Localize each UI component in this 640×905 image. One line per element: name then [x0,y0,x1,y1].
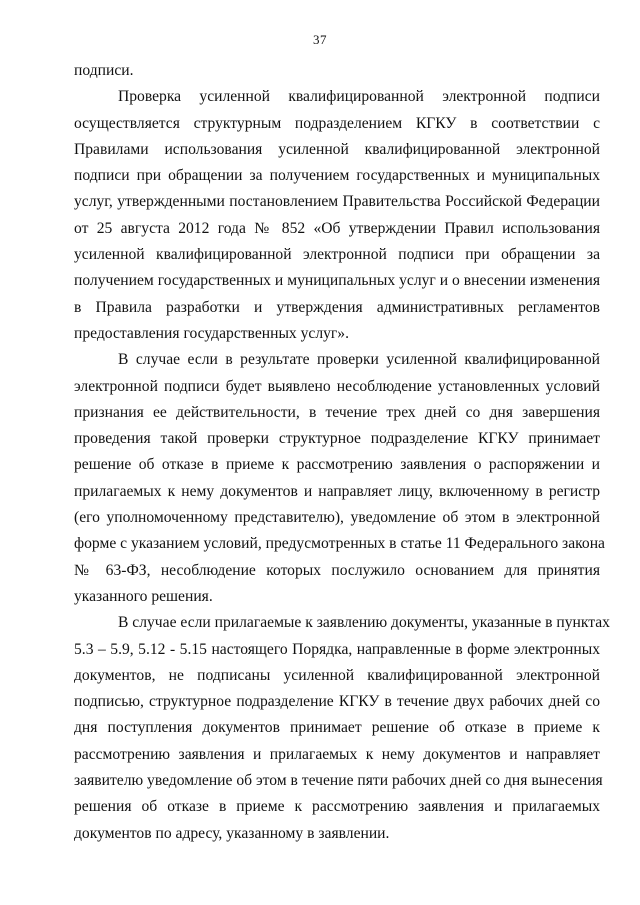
text-line: предоставления государственных услуг». [74,324,349,342]
text-line: подписи. [74,62,134,79]
text-line: Правилами использования усиленной квалифицированной электронной [74,140,600,158]
text-line: осуществляется структурным подразделением КГКУ в соответствии с [74,114,600,132]
text-line: электронной подписи будет выявлено несоблюдение установленных условий [74,377,600,395]
text-line: подписи при обращении за получением государственных и муниципальных [74,167,600,185]
paragraph-unsigned-documents [74,610,610,847]
text-line: в Правила разработки и утверждения административных регламентов [74,298,600,316]
text-line: № 63-ФЗ, несоблюдение которых послужило основанием для принятия [74,561,600,579]
text-line: услуг, утвержденными постановлением Правительства Российской Федерации [74,193,600,211]
text-line: документов по адресу, указанному в заявлении. [74,824,390,842]
text-line: указанного решения. [74,587,213,605]
paragraph-signature-verification [74,84,600,347]
text-line: решения об отказе в приеме к рассмотрению заявления и прилагаемых [74,798,600,816]
text-line: подписью, структурное подразделение КГКУ в течение двух рабочих дней со [74,693,600,711]
text-line: признания ее действительности, в течение трех дней со дня завершения [74,403,600,421]
text-line: (его уполномоченному представителю), уведомление об этом в электронной [74,509,600,527]
text-line: дня поступления документов принимает решение об отказе в приеме к [74,719,600,737]
text-line: В случае если в результате проверки усиленной квалифицированной [118,351,600,369]
page-number: 37 [313,32,327,47]
text-line: прилагаемых к нему документов и направляет лицу, включенному в регистр [74,482,600,500]
text-line: получением государственных и муниципальных услуг и о внесении изменения [74,272,600,290]
text-line: 5.3 – 5.9, 5.12 - 5.15 настоящего Порядка, направленные в форме электронных [74,640,600,658]
text-line: документов, не подписаны усиленной квалифицированной электронной [74,666,600,684]
text-line: от 25 августа 2012 года № 852 «Об утверждении Правил использования [74,219,600,237]
text-line: решение об отказе в приеме к рассмотрению заявления о распоряжении и [74,456,600,474]
paragraph-continuation [74,58,600,84]
paragraph-verification-failure [74,347,605,610]
text-line: форме с указанием условий, предусмотренных в статье 11 Федерального закона [74,535,605,553]
text-line: Проверка усиленной квалифицированной электронной подписи [118,88,600,106]
text-line: В случае если прилагаемые к заявлению документы, указанные в пунктах [118,614,610,632]
text-line: заявителю уведомление об этом в течение пяти рабочих дней со дня вынесения [74,772,603,790]
text-line: проведения такой проверки структурное подразделение КГКУ принимает [74,430,600,448]
text-line: рассмотрению заявления и прилагаемых к нему документов и направляет [74,745,600,763]
document-body [74,58,610,847]
text-line: усиленной квалифицированной электронной подписи при обращении за [74,246,600,264]
